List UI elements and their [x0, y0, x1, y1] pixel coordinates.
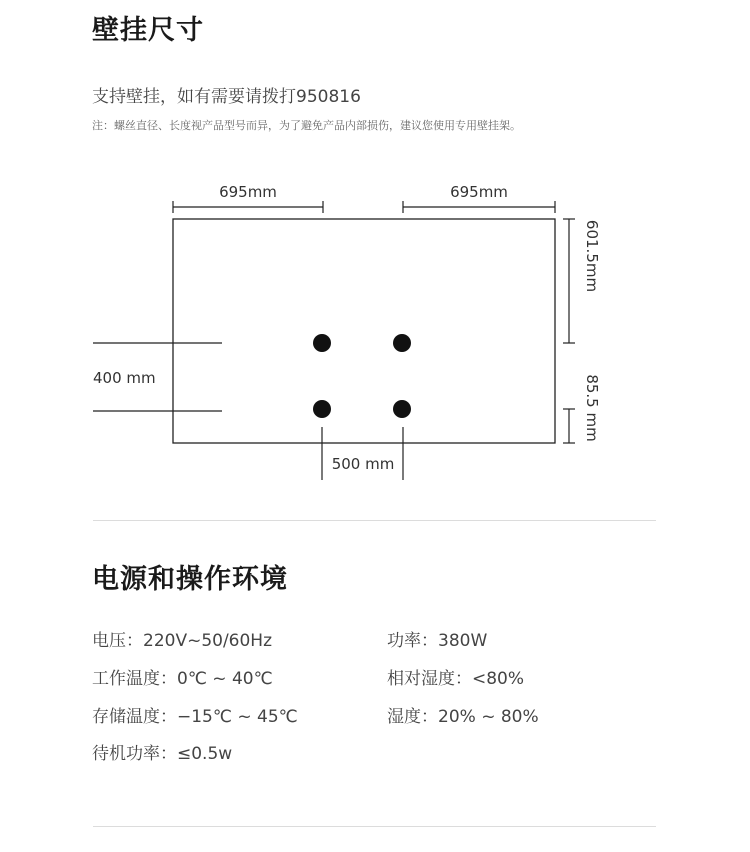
section-divider	[93, 520, 656, 521]
bottom-divider	[93, 826, 656, 827]
right-bottom-dim-label: 85.5 mm	[583, 374, 601, 442]
wall-mount-subtitle: 支持壁挂，如有需要请拨打950816	[92, 87, 361, 107]
spec-storage-humidity: 湿度：20% ~ 80%	[387, 707, 539, 727]
wall-mount-note: 注：螺丝直径、长度视产品型号而异，为了避免产品内部损伤，建议您使用专用壁挂架。	[92, 119, 521, 132]
top-left-dim-label: 695mm	[219, 183, 277, 201]
mount-hole	[393, 334, 411, 352]
spec-storage-temp: 存储温度：−15℃ ~ 45℃	[92, 707, 298, 727]
left-dim-label: 400 mm	[93, 369, 156, 387]
tv-outline	[173, 219, 555, 443]
wall-mount-title: 壁挂尺寸	[92, 15, 204, 46]
bottom-dim-label: 500 mm	[331, 455, 395, 473]
mount-hole	[313, 400, 331, 418]
power-title: 电源和操作环境	[92, 564, 288, 595]
spec-power: 功率：380W	[387, 631, 488, 651]
spec-standby: 待机功率：≤0.5w	[92, 744, 233, 764]
mount-hole	[393, 400, 411, 418]
right-top-dim-label: 601.5mm	[583, 219, 601, 293]
spec-op-temp: 工作温度：0℃ ~ 40℃	[92, 669, 273, 689]
spec-op-humidity: 相对湿度：<80%	[387, 669, 525, 689]
spec-voltage: 电压：220V~50/60Hz	[92, 631, 273, 651]
top-right-dim-label: 695mm	[450, 183, 508, 201]
mount-hole	[313, 334, 331, 352]
